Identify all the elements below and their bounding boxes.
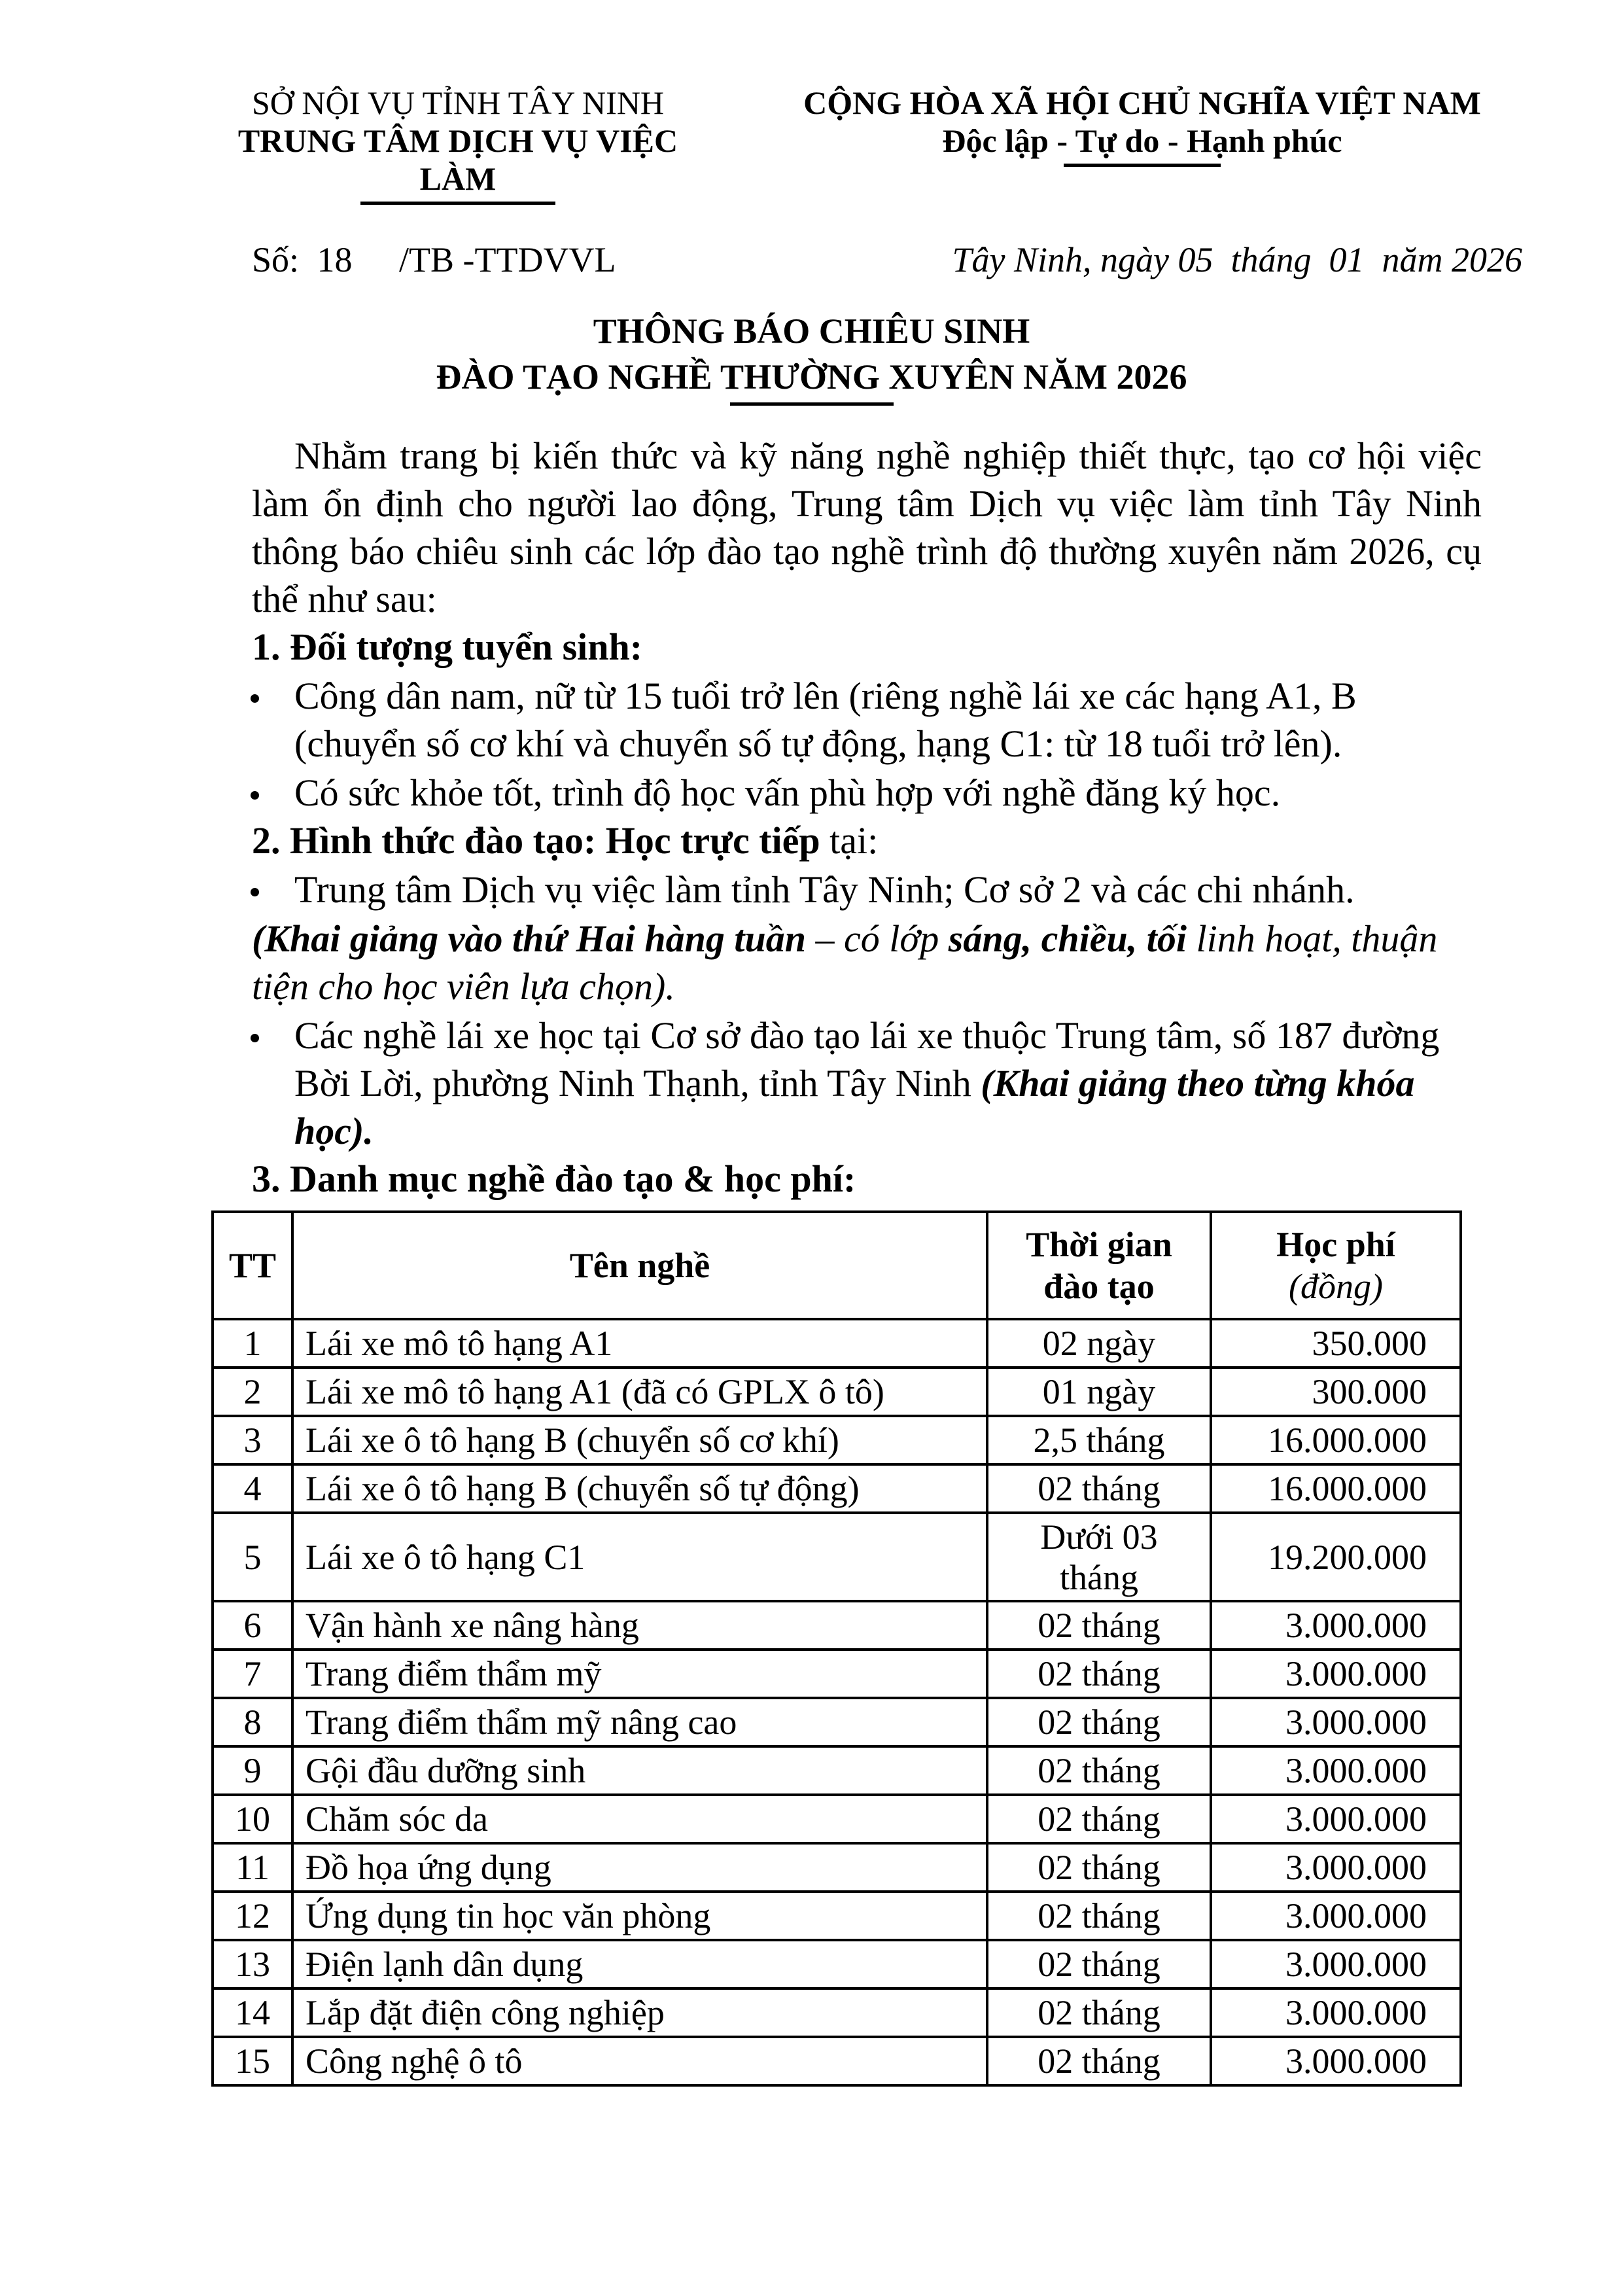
course-name: Trang điểm thẩm mỹ nâng cao [292,1698,987,1746]
list-item [252,769,1482,817]
document-title [0,308,1623,400]
course-name: Lái xe ô tô hạng B (chuyển số cơ khí) [292,1416,987,1464]
row-number: 11 [213,1843,292,1892]
section-2-heading-bold: 2. Hình thức đào tạo: Học trực tiếp [252,819,820,862]
table-row [213,1650,1461,1698]
course-fee: 3.000.000 [1211,1795,1461,1843]
course-fee: 3.000.000 [1211,1601,1461,1650]
course-fee: 350.000 [1211,1319,1461,1368]
header-fee-unit: (đồng) [1289,1267,1383,1306]
table-row [213,1601,1461,1650]
row-number: 8 [213,1698,292,1746]
table-row [213,1746,1461,1795]
section-2-heading [252,817,1482,864]
row-number: 12 [213,1892,292,1940]
course-name: Gội đầu dưỡng sinh [292,1746,987,1795]
course-fee: 16.000.000 [1211,1416,1461,1464]
header-tt: TT [213,1212,292,1319]
country-name: CỘNG HÒA XÃ HỘI CHỦ NGHĨA VIỆT NAM [803,84,1481,121]
course-name: Ứng dụng tin học văn phòng [292,1892,987,1940]
course-name: Đồ họa ứng dụng [292,1843,987,1892]
course-fee: 19.200.000 [1211,1513,1461,1601]
section-2-list [252,866,1482,1155]
course-name: Lái xe mô tô hạng A1 [292,1319,987,1368]
note-start: (Khai giảng vào thứ Hai hàng tuần [252,917,806,960]
table-row [213,1368,1461,1416]
course-duration: 02 tháng [987,1746,1211,1795]
course-fee: 3.000.000 [1211,1746,1461,1795]
table-row [213,1843,1461,1892]
row-number: 3 [213,1416,292,1464]
table-row [213,1940,1461,1988]
title-line-1: THÔNG BÁO CHIÊU SINH [593,311,1030,351]
course-name: Lái xe ô tô hạng B (chuyển số tự động) [292,1464,987,1513]
eligibility-age: Công dân nam, nữ từ 15 tuổi trở lên (riêng nghề lái xe các hạng A1, B (chuyển số cơ khí và chuyển số tự động, hạng C1: từ 18 tuổi trở lên). [294,675,1357,765]
section-1-list [252,672,1482,817]
row-number: 9 [213,1746,292,1795]
bullet-icon [251,694,259,703]
course-name: Công nghệ ô tô [292,2037,987,2085]
table-row [213,1319,1461,1368]
bullet-icon [251,1034,259,1042]
table-row [213,1464,1461,1513]
list-item [252,672,1482,768]
header-duration [987,1212,1211,1319]
course-duration: 2,5 tháng [987,1416,1211,1464]
header-name: Tên nghề [292,1212,987,1319]
row-number: 13 [213,1940,292,1988]
course-name: Vận hành xe nâng hàng [292,1601,987,1650]
row-number: 7 [213,1650,292,1698]
row-number: 4 [213,1464,292,1513]
course-fee: 3.000.000 [1211,1698,1461,1746]
header-fee [1211,1212,1461,1319]
course-name: Điện lạnh dân dụng [292,1940,987,1988]
table-row [213,1416,1461,1464]
row-number: 10 [213,1795,292,1843]
row-number: 5 [213,1513,292,1601]
course-name: Lắp đặt điện công nghiệp [292,1988,987,2037]
course-duration: 01 ngày [987,1368,1211,1416]
driving-school-note: (Khai giảng theo từng khóa học). [294,1062,1415,1152]
fee-table-wrap [0,1210,1623,2087]
issuing-agency-block [196,84,720,205]
course-duration: Dưới 03 tháng [987,1513,1211,1601]
motto-underline-wrap [759,164,1525,167]
table-row [213,1513,1461,1601]
course-name: Lái xe ô tô hạng C1 [292,1513,987,1601]
course-name: Lái xe mô tô hạng A1 (đã có GPLX ô tô) [292,1368,987,1416]
course-duration: 02 tháng [987,1843,1211,1892]
header-duration-line2: đào tạo [1043,1267,1155,1306]
course-name: Trang điểm thẩm mỹ [292,1650,987,1698]
training-location: Trung tâm Dịch vụ việc làm tỉnh Tây Ninh; Cơ sở 2 và các chi nhánh. [294,868,1355,911]
number-code: /TB -TTDVVL [399,240,616,279]
agency-name: TRUNG TÂM DỊCH VỤ VIỆC LÀM [237,122,678,197]
course-duration: 02 tháng [987,1464,1211,1513]
note-sessions: sáng, chiều, tối [948,917,1187,960]
agency-underline-wrap [196,202,720,205]
bullet-icon [251,791,259,800]
row-number: 15 [213,2037,292,2085]
title-underline [730,402,894,406]
note-mid: – có lớp [805,917,949,960]
row-number: 14 [213,1988,292,2037]
header-duration-line1: Thời gian [1026,1225,1172,1264]
course-duration: 02 tháng [987,2037,1211,2085]
document-body [0,432,1623,1203]
motto-underline [1064,164,1221,167]
course-name: Chăm sóc da [292,1795,987,1843]
motto: Độc lập - Tự do - Hạnh phúc [942,122,1342,159]
note-end: linh hoạt, thuận tiện cho học viên lựa chọn). [252,917,1438,1008]
bullet-icon [251,888,259,896]
table-row [213,1698,1461,1746]
table-row [213,1795,1461,1843]
list-item [252,1012,1482,1155]
header-fee-label: Học phí [1276,1225,1395,1264]
agency-parent: SỞ NỘI VỤ TỈNH TÂY NINH [251,84,665,121]
row-number: 1 [213,1319,292,1368]
table-row [213,2037,1461,2085]
section-2-heading-tail: tại: [820,819,879,862]
section-3-heading: 3. Danh mục nghề đào tạo & học phí: [252,1157,856,1200]
reference-row [0,239,1623,281]
course-fee: 3.000.000 [1211,1843,1461,1892]
course-fee: 3.000.000 [1211,2037,1461,2085]
document-date: Tây Ninh, ngày 05 tháng 01 năm 2026 [952,240,1522,279]
eligibility-health: Có sức khỏe tốt, trình độ học vấn phù hợp với nghề đăng ký học. [294,771,1281,814]
course-duration: 02 tháng [987,1795,1211,1843]
course-duration: 02 tháng [987,1601,1211,1650]
course-duration: 02 tháng [987,1650,1211,1698]
document-header [0,84,1623,205]
number-label: Số: [252,240,300,279]
agency-underline [360,202,555,205]
document-number [252,239,616,281]
course-fee: 16.000.000 [1211,1464,1461,1513]
course-duration: 02 ngày [987,1319,1211,1368]
table-row [213,1988,1461,2037]
title-underline-wrap [0,402,1623,406]
course-duration: 02 tháng [987,1940,1211,1988]
fee-table [211,1210,1462,2087]
row-number: 6 [213,1601,292,1650]
title-line-2: ĐÀO TẠO NGHỀ THƯỜNG XUYÊN NĂM 2026 [436,357,1187,397]
course-fee: 3.000.000 [1211,1650,1461,1698]
table-row [213,1892,1461,1940]
schedule-note [252,915,1482,1010]
driving-school-location: Các nghề lái xe học tại Cơ sở đào tạo lái xe thuộc Trung tâm, số 187 đường Bời Lời, phường Ninh Thạnh, tỉnh Tây Ninh [294,1014,1440,1104]
course-fee: 3.000.000 [1211,1940,1461,1988]
course-duration: 02 tháng [987,1698,1211,1746]
course-fee: 3.000.000 [1211,1988,1461,2037]
list-item [252,866,1482,913]
course-duration: 02 tháng [987,1892,1211,1940]
row-number: 2 [213,1368,292,1416]
intro-paragraph: Nhằm trang bị kiến thức và kỹ năng nghề nghiệp thiết thực, tạo cơ hội việc làm ổn định cho người lao động, Trung tâm Dịch vụ việc làm tỉnh Tây Ninh thông báo chiêu sinh các lớp đào tạo nghề trình độ thường xuyên năm 2026, cụ thể như sau: [252,434,1482,620]
fee-table-body [213,1319,1461,2085]
course-fee: 3.000.000 [1211,1892,1461,1940]
course-duration: 02 tháng [987,1988,1211,2037]
section-1-heading: 1. Đối tượng tuyển sinh: [252,626,643,668]
national-header-block [759,84,1525,167]
number-value: 18 [317,240,353,279]
course-fee: 300.000 [1211,1368,1461,1416]
table-header-row [213,1212,1461,1319]
